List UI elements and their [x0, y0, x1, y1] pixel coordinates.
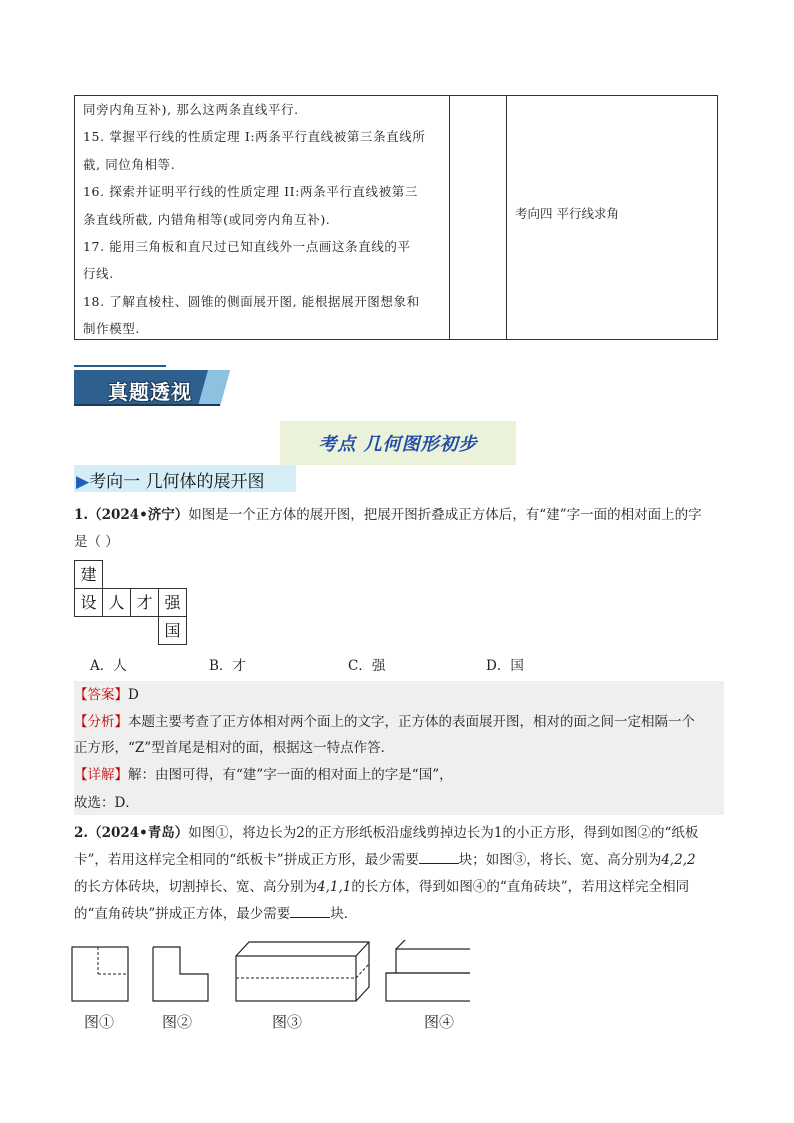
table-left-cell — [83, 96, 451, 343]
answer-blank[interactable] — [419, 851, 459, 864]
q2-text: 的正方形纸板沿虚线剪掉边长为 — [304, 825, 494, 841]
option-c: C．强 — [348, 658, 386, 674]
table-line: 15. 掌握平行线的性质定理 I:两条平行直线被第三条直线所 — [83, 129, 426, 145]
option-d: D．国 — [486, 658, 524, 674]
analysis-line-1 — [74, 710, 695, 730]
detail-tag: 【详解】 — [74, 767, 128, 783]
figure-4-step-brick — [386, 940, 470, 1001]
kaoxiang-title: 考向一 几何体的展开图 — [89, 472, 265, 492]
q2-line-1 — [74, 821, 698, 841]
q1-line-1 — [74, 503, 702, 523]
kaodian-heading: 考点 几何图形初步 — [318, 434, 478, 455]
table-line: 条直线所截, 内错角相等(或同旁内角互补). — [83, 211, 331, 227]
table-divider — [506, 96, 507, 339]
q2-text: 块． — [330, 906, 358, 922]
q2-text: 块；如图③，将长、宽、高分别为 — [458, 852, 662, 868]
net-cell: 强 — [158, 588, 187, 617]
q2-text: 的长方体砖块，切割掉长、宽、高分别为 — [74, 879, 317, 895]
analysis-line-2: 正方形，“Z”型首尾是相对的面，根据这一特点作答． — [74, 740, 395, 756]
q1-number: 1. — [74, 507, 89, 523]
figure-2-card — [153, 947, 208, 1001]
analysis-tag: 【分析】 — [74, 714, 128, 730]
q2-figures — [70, 940, 470, 1010]
table-right-label: 考向四 平行线求角 — [515, 206, 619, 221]
q2-dims: 4,2,2 — [661, 852, 696, 868]
net-cell: 才 — [130, 588, 159, 617]
table-line: 16. 探索并证明平行线的性质定理 II:两条平行直线被第三 — [83, 184, 418, 200]
q2-line-2 — [74, 848, 696, 868]
answer-value: D — [128, 687, 139, 703]
q1-line-2: 是（ ） — [74, 534, 119, 550]
answer-tag: 【答案】 — [74, 687, 128, 703]
q2-number: 2. — [74, 825, 89, 841]
banner-title: 真题透视 — [108, 380, 192, 404]
table-line: 同旁内角互补), 那么这两条直线平行. — [83, 102, 299, 117]
answer-blank[interactable] — [290, 905, 330, 918]
net-cell: 国 — [158, 616, 187, 645]
q2-line-4 — [74, 902, 357, 922]
q2-number-value: 2 — [296, 825, 305, 841]
banner-rule — [74, 365, 166, 367]
figure-1-square — [72, 947, 128, 1001]
q2-source: （2024•青岛） — [88, 825, 189, 841]
q2-line-3 — [74, 875, 689, 895]
kaoxiang-heading — [76, 467, 264, 492]
q2-text: 的小正方形，得到如图②的“纸板 — [502, 825, 699, 841]
analysis-text: 本题主要考查了正方体相对两个面上的文字，正方体的表面展开图，相对的面之间一定相隔一个 — [128, 714, 695, 730]
table-line: 18. 了解直棱柱、圆锥的侧面展开图, 能根据展开图想象和 — [83, 293, 420, 309]
detail-line-2: 故选：D． — [74, 795, 139, 811]
figure-caption: 图④ — [424, 1013, 455, 1031]
q2-dims: 4,1,1 — [317, 879, 352, 895]
triangle-marker-icon: ▶ — [76, 472, 90, 492]
q2-number-value: 1 — [493, 825, 503, 841]
option-a: A．人 — [90, 658, 127, 674]
detail-line-1 — [74, 763, 453, 783]
option-b: B．才 — [209, 658, 246, 674]
figure-caption: 图① — [84, 1013, 115, 1031]
net-cell: 人 — [102, 588, 131, 617]
net-cell: 设 — [74, 588, 103, 617]
q2-text: 的“直角砖块”拼成正方体，最少需要 — [74, 906, 291, 922]
figure-3-brick — [236, 942, 369, 1001]
figure-caption: 图③ — [272, 1013, 303, 1031]
q2-text: 卡”，若用这样完全相同的“纸板卡”拼成正方形，最少需要 — [74, 852, 419, 868]
q2-text: 的长方体，得到如图④的“直角砖块”，若用这样完全相同 — [351, 879, 690, 895]
q1-source: （2024•济宁） — [88, 507, 189, 523]
table-line: 制作模型. — [83, 321, 140, 337]
table-line: 截, 同位角相等. — [83, 156, 176, 172]
q2-text: 如图①，将边长为 — [188, 825, 297, 841]
q1-text: 如图是一个正方体的展开图，把展开图折叠成正方体后，有“建”字一面的相对面上的字 — [188, 507, 702, 523]
standards-table — [74, 95, 718, 340]
table-line: 17. 能用三角板和直尺过已知直线外一点画这条直线的平 — [83, 239, 411, 255]
detail-text: 解：由图可得，有“建”字一面的相对面上的字是“国”， — [128, 767, 453, 783]
answer-line — [74, 683, 139, 703]
figure-caption: 图② — [162, 1013, 193, 1031]
net-cell: 建 — [74, 560, 103, 589]
table-line: 行线. — [83, 266, 114, 282]
